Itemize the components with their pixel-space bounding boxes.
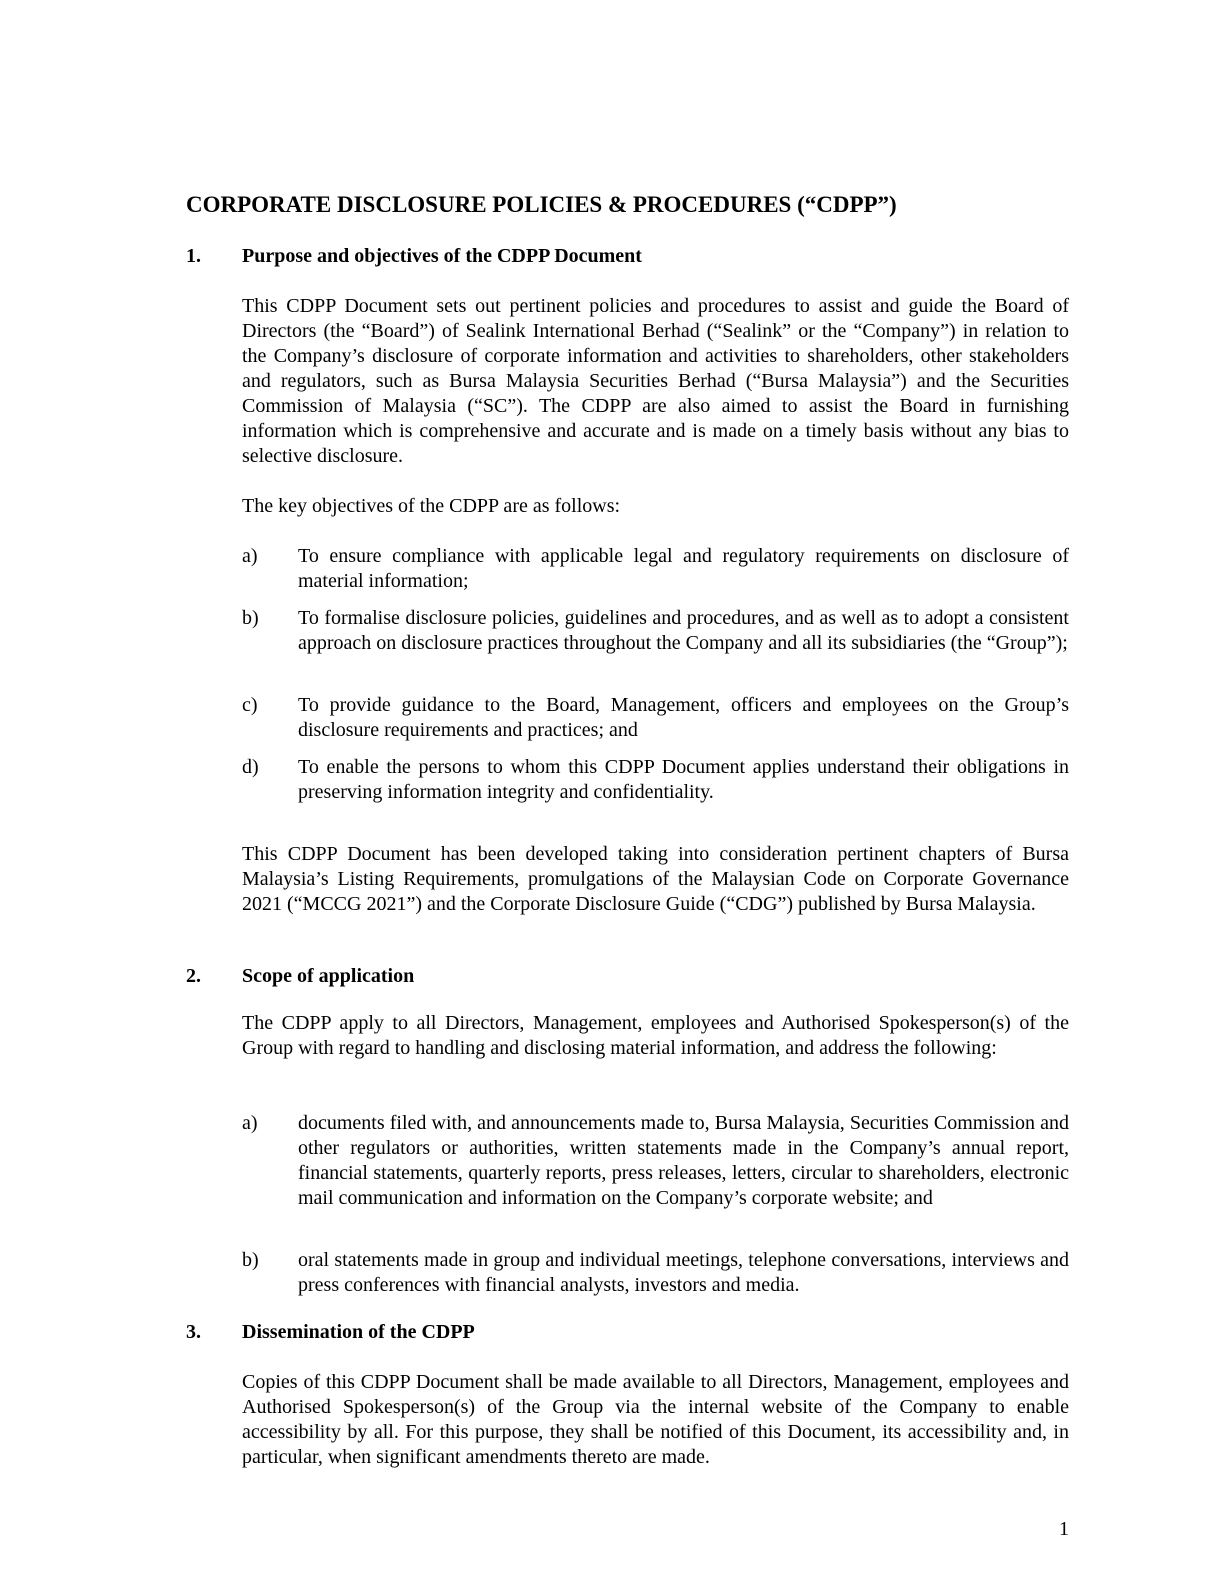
page-number: 1 bbox=[1059, 1518, 1069, 1540]
section-1-item-a-text: To ensure compliance with applicable legal and regulatory requirements on disclosure of material information; bbox=[298, 545, 1069, 592]
section-3-intro: Copies of this CDPP Document shall be made available to all Directors, Management, employees and Authorised Spokesperson(s) of the Group via the internal website of the Company to enable accessibility by all. For this purpose, they shall be notified of this Document, its accessibility and, in particular, when significant amendments thereto are made. bbox=[242, 1371, 1069, 1468]
section-1-title: Purpose and objectives of the CDPP Document bbox=[242, 245, 642, 267]
section-2-intro: The CDPP apply to all Directors, Management, employees and Authorised Spokesperson(s) of the Group with regard to handling and disclosing material information, and address the following: bbox=[242, 1012, 1069, 1059]
section-1-item-c-text: To provide guidance to the Board, Management, officers and employees on the Group’s disclosure requirements and practices; and bbox=[298, 694, 1069, 741]
section-1-lead: The key objectives of the CDPP are as follows: bbox=[242, 495, 621, 517]
section-1-closing: This CDPP Document has been developed taking into consideration pertinent chapters of Bursa Malaysia’s Listing Requirements, promulgations of the Malaysian Code on Corporate Governance 2021 (“MCCG 2021”) and the Corporate Disclosure Guide (“CDG”) published by Bursa Malaysia. bbox=[242, 843, 1069, 915]
section-1-item-b-text: To formalise disclosure policies, guidelines and procedures, and as well as to adopt a consistent approach on disclosure practices throughout the Company and all its subsidiaries (the “Group”); bbox=[298, 607, 1069, 654]
section-2-item-b-text: oral statements made in group and individual meetings, telephone conversations, interviews and press conferences with financial analysts, investors and media. bbox=[298, 1249, 1069, 1296]
section-1-number: 1. bbox=[186, 245, 201, 267]
section-2-number: 2. bbox=[186, 965, 201, 987]
section-1-item-d-label: d) bbox=[242, 756, 259, 778]
section-1-item-b-label: b) bbox=[242, 607, 259, 629]
section-1-item-a-label: a) bbox=[242, 545, 258, 567]
section-2-item-a-label: a) bbox=[242, 1112, 258, 1134]
document-title: CORPORATE DISCLOSURE POLICIES & PROCEDURES (“CDPP”) bbox=[186, 192, 897, 217]
section-2-item-a-text: documents filed with, and announcements made to, Bursa Malaysia, Securities Commission and other regulators or authorities, written statements made in the Company’s annual report, financial statements, quarterly reports, press releases, letters, circular to shareholders, electronic mail communication and information on the Company’s corporate website; and bbox=[298, 1112, 1069, 1209]
section-2-item-b-label: b) bbox=[242, 1249, 259, 1271]
section-1-item-c-label: c) bbox=[242, 694, 258, 716]
section-3-number: 3. bbox=[186, 1321, 201, 1343]
section-2-title: Scope of application bbox=[242, 965, 415, 987]
section-1-intro: This CDPP Document sets out pertinent policies and procedures to assist and guide the Board of Directors (the “Board”) of Sealink International Berhad (“Sealink” or the “Company”) in relation to the Company’s disclosure of corporate information and activities to shareholders, other stakeholders and regulators, such as Bursa Malaysia Securities Berhad (“Bursa Malaysia”) and the Securities Commission of Malaysia (“SC”). The CDPP are also aimed to assist the Board in furnishing information which is comprehensive and accurate and is made on a timely basis without any bias to selective disclosure. bbox=[242, 295, 1069, 467]
section-1-item-d-text: To enable the persons to whom this CDPP Document applies understand their obligations in preserving information integrity and confidentiality. bbox=[298, 756, 1069, 803]
section-3-title: Dissemination of the CDPP bbox=[242, 1321, 475, 1343]
